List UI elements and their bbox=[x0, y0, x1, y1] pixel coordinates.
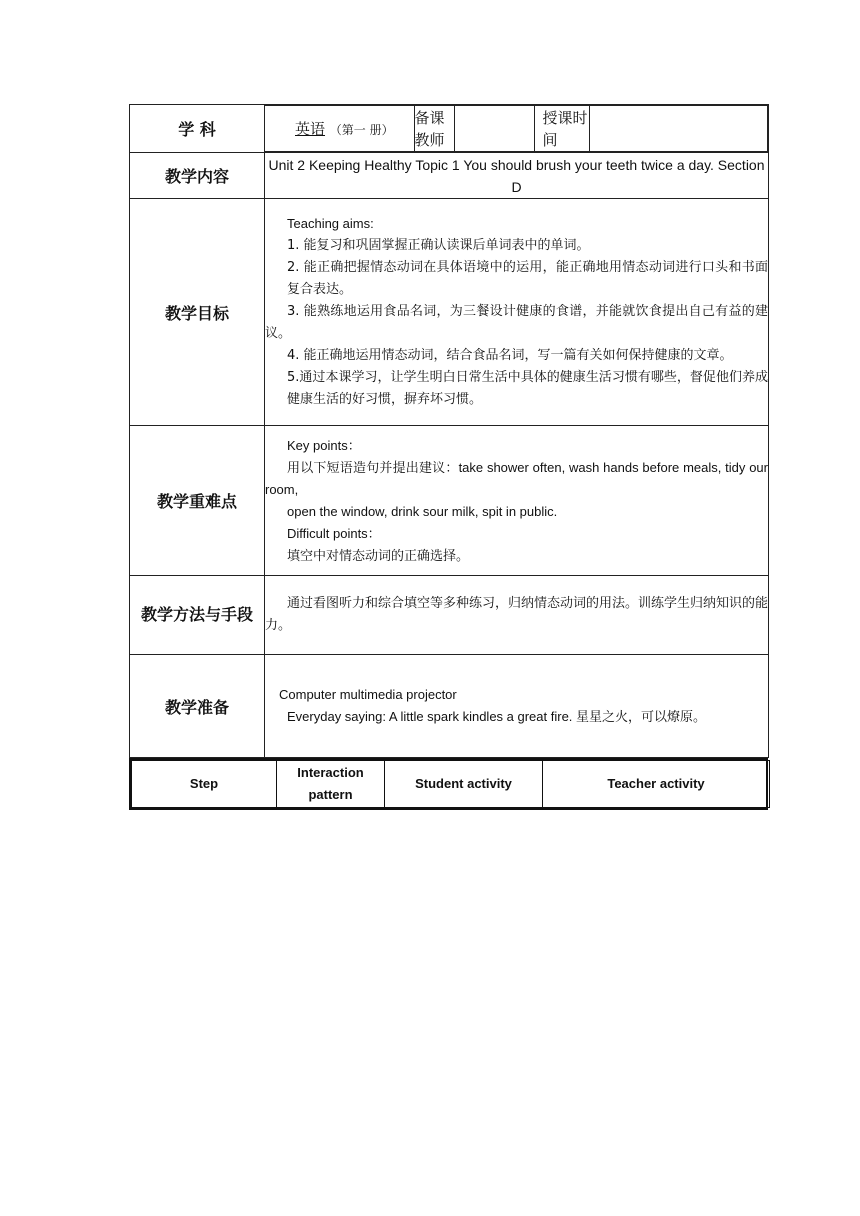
keypoints-label: 教学重难点 bbox=[130, 426, 265, 576]
aims-cell bbox=[265, 199, 769, 426]
aim-item-4: 4. 能正确地运用情态动词，结合食品名词，写一篇有关如何保持健康的文章。 bbox=[287, 348, 733, 363]
teach-time-label: 授课时间 bbox=[534, 106, 589, 152]
subject-inner-table bbox=[265, 105, 768, 152]
steps-header-row bbox=[132, 761, 770, 808]
keypoints-row bbox=[130, 426, 769, 576]
teacher-activity-header: Teacher activity bbox=[543, 761, 770, 808]
lesson-plan-table bbox=[129, 104, 769, 758]
prep-teacher-value bbox=[454, 106, 534, 152]
key-points-line1: 用以下短语造句并提出建议：take shower often, wash hands before meals, tidy our room, bbox=[265, 459, 768, 497]
keypoints-cell bbox=[265, 426, 769, 576]
difficult-title: Difficult points： bbox=[287, 525, 381, 541]
aims-row bbox=[130, 199, 769, 426]
aim-item-3: 3. 能熟练地运用食品名词，为三餐设计健康的食谱，并能就饮食提出自己有益的建议。 bbox=[265, 304, 768, 341]
key-points-title: Key points： bbox=[287, 437, 361, 453]
subject-book: （第一 册） bbox=[329, 123, 394, 137]
content-text: Unit 2 Keeping Healthy Topic 1 You should brush your teeth twice a day. Section D bbox=[265, 153, 769, 199]
lesson-plan-document bbox=[129, 104, 768, 810]
aims-intro: Teaching aims: bbox=[287, 216, 374, 231]
steps-table-wrapper bbox=[129, 758, 768, 810]
aim-item-1: 1. 能复习和巩固掌握正确认读课后单词表中的单词。 bbox=[287, 238, 590, 253]
prep-line2: Everyday saying: A little spark kindles a great fire. 星星之火，可以燎原。 bbox=[287, 709, 707, 724]
prep-line1: Computer multimedia projector bbox=[279, 687, 457, 702]
key-points-line2: open the window, drink sour milk, spit in public. bbox=[287, 503, 558, 519]
steps-table bbox=[131, 760, 770, 808]
prep-cell bbox=[265, 655, 769, 758]
subject-value-cell bbox=[265, 106, 414, 152]
difficult-text: 填空中对情态动词的正确选择。 bbox=[287, 547, 470, 563]
methods-text: 通过看图听力和综合填空等多种练习，归纳情态动词的用法。训练学生归纳知识的能力。 bbox=[265, 576, 769, 655]
content-row bbox=[130, 153, 769, 199]
aims-label: 教学目标 bbox=[130, 199, 265, 426]
methods-label: 教学方法与手段 bbox=[130, 576, 265, 655]
content-label: 教学内容 bbox=[130, 153, 265, 199]
aim-item-2: 2. 能正确把握情态动词在具体语境中的运用，能正确地用情态动词进行口头和书面复合表达。 bbox=[287, 260, 768, 297]
teach-time-value bbox=[589, 106, 768, 152]
subject-value: 英语 bbox=[295, 120, 326, 138]
prep-label: 教学准备 bbox=[130, 655, 265, 758]
prep-teacher-label: 备课教师 bbox=[414, 106, 454, 152]
interaction-pattern-header: Interaction pattern bbox=[277, 761, 385, 808]
subject-label: 学 科 bbox=[130, 105, 265, 153]
aim-item-5: 5.通过本课学习，让学生明白日常生活中具体的健康生活习惯有哪些，督促他们养成健康生活的好习惯，摒弃坏习惯。 bbox=[287, 370, 768, 407]
methods-row bbox=[130, 576, 769, 655]
subject-row bbox=[130, 105, 769, 153]
step-header: Step bbox=[132, 761, 277, 808]
prep-row bbox=[130, 655, 769, 758]
student-activity-header: Student activity bbox=[385, 761, 543, 808]
